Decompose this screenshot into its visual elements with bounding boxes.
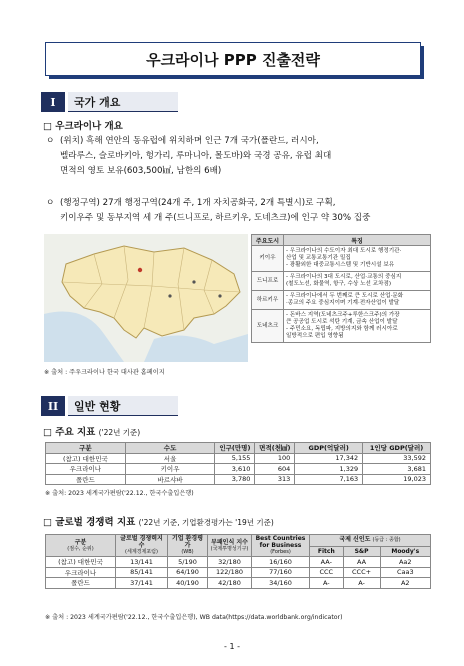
header-sub: (WB)	[181, 549, 194, 555]
header-sub: (국제투명성기구)	[210, 545, 249, 552]
feature-line: 산업 및 교통교통기관 밀집	[286, 255, 351, 261]
table-cell: 서울	[125, 453, 215, 464]
table-cell: A-	[343, 578, 380, 589]
header-text: 글로벌 경쟁력지수	[120, 535, 163, 549]
table-cell: 37/141	[116, 578, 168, 589]
table-row	[252, 246, 431, 272]
map-graphic	[44, 234, 248, 362]
header-cell: 1인당 GDP(달러)	[363, 443, 431, 454]
table-cell: 17,342	[295, 453, 363, 464]
table-cell: 7,163	[295, 474, 363, 485]
table-row	[46, 464, 431, 475]
major-cities-table	[251, 234, 431, 343]
admin-line-1: (행정구역) 27개 행정구역(24개 주, 1개 자치공화국, 2개 특별시)로 구획,	[60, 198, 336, 208]
city-feature	[284, 310, 431, 343]
table-cell: 19,023	[363, 474, 431, 485]
table-cell: A-	[310, 578, 344, 589]
table-cell: Aa2	[380, 557, 430, 568]
table-row	[46, 474, 431, 485]
table-header-row	[252, 235, 431, 246]
table-cell: 100	[255, 453, 295, 464]
feature-line: 일방적으로 편입 영향됨	[286, 333, 344, 339]
header-sub: (Forbes)	[270, 549, 291, 555]
table-header-row	[46, 443, 431, 454]
competitiveness-bullet	[43, 514, 274, 528]
table-cell: 77/160	[252, 567, 310, 578]
table-cell: 42/180	[208, 578, 252, 589]
city-name: 드니프로	[252, 272, 284, 291]
location-line-2: 벨라루스, 슬로바키아, 헝가리, 루마니아, 몰도바)와 국경 공유, 유럽 최대	[60, 151, 332, 161]
header-text: Best Countries for Business	[255, 535, 306, 549]
table-cell: 3,610	[215, 464, 255, 475]
page-title-text: 우크라이나 PPP 진출전략	[146, 50, 320, 69]
table-cell: 5,155	[215, 453, 255, 464]
header-sub: (점수, 순위)	[67, 545, 94, 552]
section-title: 일반 현황	[68, 396, 178, 416]
admin-paragraph	[46, 196, 430, 226]
table-cell: AA-	[310, 557, 344, 568]
city-feature	[284, 272, 431, 291]
table-row	[46, 567, 431, 578]
table-cell: 33,592	[363, 453, 431, 464]
admin-line-2: 키이우주 및 동부지역 세 개 주(드니프로, 하르키우, 도네츠크)에 인구 약 30% 집중	[60, 213, 371, 223]
feature-line: (철도노선, 화물역, 항구, 수상 노선 교차점)	[286, 281, 392, 287]
header-sp: S&P	[343, 546, 380, 556]
table-cell: 5/190	[168, 557, 208, 568]
header-cell	[116, 535, 168, 557]
key-indicators-table	[45, 442, 431, 485]
list-mark: ㅇ	[46, 198, 55, 208]
header-cell	[252, 535, 310, 557]
table-cell: (참고) 대한민국	[46, 453, 126, 464]
header-feature: 특징	[284, 235, 431, 246]
feature-line: - 돈바스 지역(도네츠크주+루한스크주)의 가장	[286, 312, 400, 318]
ukraine-map	[44, 234, 248, 362]
table-cell: 폴란드	[46, 474, 126, 485]
header-cell	[208, 535, 252, 557]
header-sub: (등급 : 종합)	[372, 537, 401, 544]
header-text: 국제 신인도	[339, 536, 371, 544]
section-header-2	[41, 396, 178, 416]
table-cell: A2	[380, 578, 430, 589]
header-text: 기업 환경평가	[171, 535, 204, 549]
header-city: 주요도시	[252, 235, 284, 246]
feature-line: - 주민소요, 독립파, 지방의지와 함께 러시아로	[286, 326, 398, 332]
table-header-row	[46, 535, 431, 547]
feature-line: 큰 공공업 도시로 석탄 기계, 금속 산업이 발달	[286, 319, 398, 325]
table-cell: CCC	[310, 567, 344, 578]
table-cell: 1,329	[295, 464, 363, 475]
feature-line: ·종교의 주요 중심지이며 기계·전자산업이 발달	[286, 300, 400, 306]
header-cell: GDP(억달러)	[295, 443, 363, 454]
table-cell: 우크라이나	[46, 567, 116, 578]
city-name: 하르키우	[252, 291, 284, 310]
overview-bullet: □ 우크라이나 개요	[43, 121, 123, 132]
location-line-1: (위치) 흑해 연안의 동유럽에 위치하며 인근 7개 국가(폴란드, 러시아,	[60, 136, 319, 146]
competitiveness-bullet-text: □ 글로벌 경쟁력 지표	[43, 517, 136, 528]
table-cell: 32/180	[208, 557, 252, 568]
page-title	[45, 42, 421, 76]
header-cell: 구분	[46, 443, 126, 454]
feature-line: - 우크라이나의 3대 도시로, 산업·교통의 중심지	[286, 274, 402, 280]
table-cell: 키이우	[125, 464, 215, 475]
indicators-bullet-sub: ('22년 기준)	[98, 428, 141, 437]
table-cell: 3,681	[363, 464, 431, 475]
section-title: 국가 개요	[68, 92, 178, 112]
table-cell: 13/141	[116, 557, 168, 568]
table-cell: 3,780	[215, 474, 255, 485]
table-row	[46, 578, 431, 589]
table-cell: 85/141	[116, 567, 168, 578]
table-row	[252, 272, 431, 291]
section-number: II	[41, 396, 65, 416]
list-mark: ㅇ	[46, 136, 55, 146]
city-feature	[284, 291, 431, 310]
table-cell: 604	[255, 464, 295, 475]
city-feature	[284, 246, 431, 272]
header-cell	[310, 535, 431, 547]
header-cell: 면적(천㎢)	[255, 443, 295, 454]
competitiveness-table	[45, 534, 431, 589]
indicators-bullet-text: □ 주요 지표	[43, 427, 96, 438]
section-header-1	[41, 92, 178, 112]
table-cell: 40/190	[168, 578, 208, 589]
competitiveness-source: ※ 출처 : 2023 세계국가편람('22.12., 한국수출입은행), WB data(https://data.worldbank.org/indicator)	[45, 614, 343, 621]
city-name: 도네츠크	[252, 310, 284, 343]
header-sub: (세계경제포럼)	[125, 549, 158, 555]
city-name: 키이우	[252, 246, 284, 272]
table-cell: 34/160	[252, 578, 310, 589]
section-number: I	[41, 92, 65, 112]
header-cell	[46, 535, 116, 557]
table-cell: 122/180	[208, 567, 252, 578]
table-cell: CCC+	[343, 567, 380, 578]
header-cell: 인구(만명)	[215, 443, 255, 454]
header-fitch: Fitch	[310, 546, 344, 556]
table-row	[252, 291, 431, 310]
table-cell: Caa3	[380, 567, 430, 578]
table-cell: 64/190	[168, 567, 208, 578]
feature-line: - 우크라이나의 수도이자 최대 도시로 행정기관·	[286, 248, 402, 254]
header-cell: 수도	[125, 443, 215, 454]
table-cell: AA	[343, 557, 380, 568]
location-paragraph	[46, 134, 430, 179]
indicators-source: ※ 출처: 2023 세계국가편람('22.12., 한국수출입은행)	[45, 490, 194, 497]
location-line-3: 면적의 영토 보유(603,500㎢, 남한의 6배)	[60, 166, 222, 176]
header-moodys: Moody's	[380, 546, 430, 556]
table-row	[46, 453, 431, 464]
page-number: - 1 -	[224, 642, 240, 651]
header-text: 구분	[74, 538, 87, 546]
feature-line: - 우크라이나에서 두 번째로 큰 도시로 산업·문화	[286, 293, 404, 299]
header-text: 부패인식 지수	[211, 538, 248, 546]
indicators-bullet	[43, 424, 140, 438]
feature-line: - 광활외한 대중교통시스템 및 기반시설 보유	[286, 262, 395, 268]
header-cell	[168, 535, 208, 557]
table-cell: 313	[255, 474, 295, 485]
table-cell: 16/160	[252, 557, 310, 568]
table-cell: 폴란드	[46, 578, 116, 589]
map-source: ※ 출처 : 주우크라이나 한국 대사관 홈페이지	[44, 369, 165, 376]
table-cell: (참고) 대한민국	[46, 557, 116, 568]
table-row	[46, 557, 431, 568]
competitiveness-bullet-sub: ('22년 기준, 기업환경평가는 '19년 기준)	[138, 518, 274, 527]
table-cell: 바르샤바	[125, 474, 215, 485]
table-row	[252, 310, 431, 343]
table-cell: 우크라이나	[46, 464, 126, 475]
